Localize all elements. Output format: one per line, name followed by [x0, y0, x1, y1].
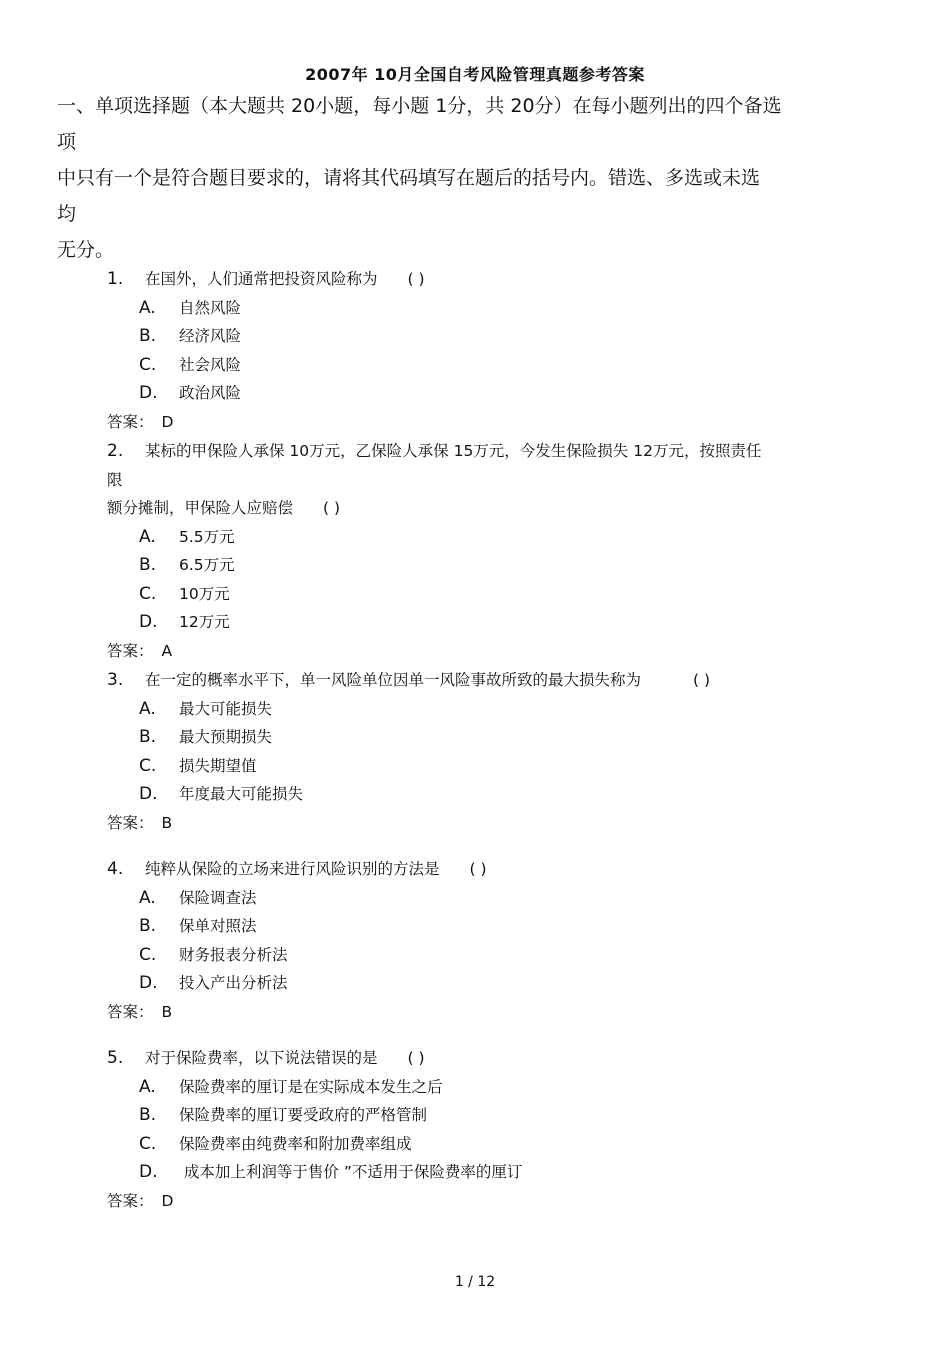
question-text-line: [107, 437, 887, 466]
option-c: [107, 351, 887, 380]
question-3: [107, 666, 887, 837]
option-a: [107, 523, 887, 552]
option-letter: A.: [139, 297, 156, 318]
option-letter: C.: [139, 755, 157, 776]
option-text: 12万元: [179, 613, 230, 631]
option-text: 保险费率的厘订要受政府的严格管制: [179, 1106, 428, 1124]
option-text: 政治风险: [179, 384, 242, 402]
page-title: 2007年 10月全国自考风险管理真题参考答案: [305, 65, 645, 84]
option-b: [107, 723, 887, 752]
answer: [107, 1187, 887, 1216]
option-text: 损失期望值: [179, 756, 257, 775]
option-d: [107, 780, 887, 809]
option-b: [107, 912, 887, 941]
answer-label: 答案：: [107, 641, 154, 660]
option-text: 10万元: [179, 584, 230, 603]
question-text: 在一定的概率水平下，单一风险单位因单一风险事故所致的最大损失称为: [145, 671, 642, 689]
option-letter: B.: [139, 1105, 157, 1125]
answer-blank: ( ): [469, 860, 487, 878]
question-4: [107, 855, 887, 1026]
option-text: 保险费率由纯费率和附加费率组成: [179, 1134, 412, 1153]
instruction-line: 一、单项选择题（本大题共 20小题，每小题 1分，共 20分）在每小题列出的四个备选: [57, 95, 782, 117]
answer-value: B: [161, 813, 173, 832]
option-letter: B.: [139, 555, 157, 575]
question-5: [107, 1044, 887, 1215]
option-d: [107, 1158, 887, 1187]
option-letter: C.: [139, 354, 157, 375]
option-text: 最大可能损失: [179, 699, 273, 718]
page-number: 1 / 12: [454, 1274, 496, 1290]
option-letter: A.: [139, 887, 156, 908]
answer-label: 答案：: [107, 813, 154, 832]
question-stem: [107, 855, 887, 884]
option-letter: D.: [139, 784, 158, 804]
answer-value: A: [161, 641, 173, 660]
question-number: 2.: [107, 441, 124, 461]
answer-blank: ( ): [693, 671, 711, 689]
question-stem: [107, 265, 887, 294]
answer-label: 答案：: [107, 1002, 154, 1021]
question-number: 4.: [107, 859, 124, 879]
section-instructions: [57, 88, 877, 268]
question-text: 纯粹从保险的立场来进行风险识别的方法是: [145, 860, 440, 878]
answer-value: B: [161, 1002, 173, 1021]
option-letter: C.: [139, 583, 157, 604]
option-d: [107, 969, 887, 998]
option-c: [107, 941, 887, 970]
answer: [107, 998, 887, 1027]
option-d: [107, 379, 887, 408]
option-letter: C.: [139, 1133, 157, 1154]
option-a: [107, 884, 887, 913]
option-letter: C.: [139, 944, 157, 965]
question-number: 1.: [107, 269, 124, 289]
question-stem: [107, 666, 887, 695]
answer-blank: ( ): [407, 1049, 425, 1067]
option-letter: D.: [139, 973, 158, 993]
question-text-line: [107, 494, 887, 523]
option-letter: B.: [139, 916, 157, 936]
question-1: [107, 265, 887, 436]
answer: [107, 408, 887, 437]
option-text: 保险调查法: [179, 888, 257, 907]
answer: [107, 637, 887, 666]
option-text: 财务报表分析法: [179, 945, 288, 964]
question-number: 5.: [107, 1048, 124, 1068]
option-d: [107, 608, 887, 637]
option-b: [107, 322, 887, 351]
answer-label: 答案：: [107, 412, 154, 431]
answer: [107, 809, 887, 838]
answer-blank: ( ): [323, 499, 341, 517]
option-letter: D.: [139, 612, 158, 632]
question-stem: [107, 1044, 887, 1073]
answer-label: 答案：: [107, 1191, 154, 1210]
question-text: 某标的甲保险人承保 10万元，乙保险人承保 15万元，今发生保险损失 12万元，按照责任: [145, 442, 762, 460]
option-letter: D.: [139, 383, 158, 403]
option-c: [107, 580, 887, 609]
answer-value: D: [161, 412, 174, 431]
option-b: [107, 551, 887, 580]
option-text: 年度最大可能损失: [179, 785, 304, 803]
question-text: 在国外，人们通常把投资风险称为: [145, 270, 378, 288]
option-letter: A.: [139, 698, 156, 719]
option-text: 最大预期损失: [179, 728, 273, 746]
question-text-line: 限: [107, 470, 123, 489]
instruction-line: 均: [57, 203, 77, 225]
instruction-line: 无分。: [57, 239, 115, 261]
instruction-line: 中只有一个是符合题目要求的，请将其代码填写在题后的括号内。错选、多选或未选: [57, 167, 761, 189]
option-letter: D.: [139, 1162, 158, 1182]
option-text: 6.5万元: [179, 556, 235, 574]
option-text: 自然风险: [179, 298, 242, 317]
question-2: [107, 437, 887, 665]
option-text: 保险费率的厘订是在实际成本发生之后: [179, 1077, 443, 1096]
option-a: [107, 294, 887, 323]
answer-value: D: [161, 1191, 174, 1210]
option-letter: B.: [139, 727, 157, 747]
question-text: 额分摊制，甲保险人应赔偿: [107, 499, 294, 517]
option-c: [107, 1130, 887, 1159]
option-text: 投入产出分析法: [179, 974, 288, 992]
option-text: 经济风险: [179, 327, 242, 345]
question-text: 对于保险费率，以下说法错误的是: [145, 1049, 378, 1067]
option-a: [107, 695, 887, 724]
option-letter: B.: [139, 326, 157, 346]
option-letter: A.: [139, 526, 156, 547]
option-text: 社会风险: [179, 355, 242, 374]
answer-blank: ( ): [407, 270, 425, 288]
option-text: 保单对照法: [179, 917, 257, 935]
option-b: [107, 1101, 887, 1130]
option-a: [107, 1073, 887, 1102]
question-stem: [107, 437, 887, 523]
option-text: 成本加上利润等于售价 ”不适用于保险费率的厘订: [179, 1163, 523, 1181]
instruction-line: 项: [57, 131, 77, 153]
option-letter: A.: [139, 1076, 156, 1097]
option-text: 5.5万元: [179, 527, 235, 546]
option-c: [107, 752, 887, 781]
question-number: 3.: [107, 670, 124, 690]
